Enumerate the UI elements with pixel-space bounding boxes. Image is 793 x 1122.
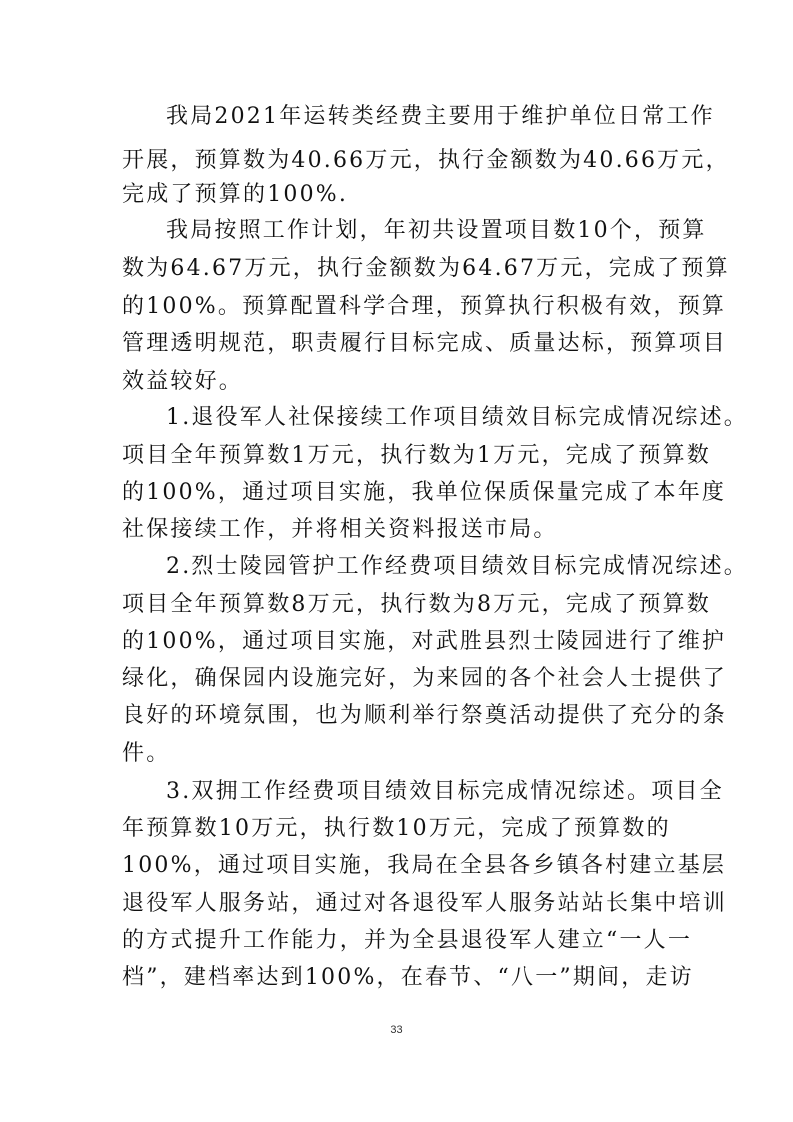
paragraph-3-line-2: 项目全年预算数1万元，执行数为1万元，完成了预算数 bbox=[122, 443, 711, 468]
paragraph-2-line-1: 我局按照工作计划，年初共设置项目数10个，预算 bbox=[166, 218, 707, 243]
paragraph-2-line-4: 管理透明规范，职责履行目标完成、质量达标，预算项目 bbox=[122, 331, 728, 356]
paragraph-1-line-2: 开展，预算数为40.66万元，执行金额数为40.66万元， bbox=[122, 148, 730, 173]
paragraph-4-line-4: 绿化，确保园内设施完好，为来园的各个社会人士提供了 bbox=[122, 666, 728, 691]
paragraph-3-line-3: 的100%，通过项目实施，我单位保质保量完成了本年度 bbox=[122, 480, 727, 505]
paragraph-5-line-1: 3.双拥工作经费项目绩效目标完成情况综述。项目全 bbox=[166, 779, 724, 804]
paragraph-1-line-1: 我局2021年运转类经费主要用于维护单位日常工作 bbox=[166, 104, 715, 129]
paragraph-1-line-3: 完成了预算的100%. bbox=[122, 182, 349, 207]
paragraph-5-line-4: 退役军人服务站，通过对各退役军人服务站站长集中培训 bbox=[122, 891, 728, 916]
paragraph-3-line-4: 社保接续工作，并将相关资料报送市局。 bbox=[122, 517, 558, 542]
paragraph-4-line-1: 2.烈士陵园管护工作经费项目绩效目标完成情况综述。 bbox=[166, 554, 748, 579]
paragraph-5-line-3: 100%，通过项目实施，我局在全县各乡镇各村建立基层 bbox=[122, 853, 727, 878]
paragraph-4-line-5: 良好的环境氛围，也为顺利举行祭奠活动提供了充分的条 bbox=[122, 703, 728, 728]
paragraph-4-line-2: 项目全年预算数8万元，执行数为8万元，完成了预算数 bbox=[122, 592, 711, 617]
page-number: 33 bbox=[390, 1024, 403, 1036]
paragraph-3-line-1: 1.退役军人社保接续工作项目绩效目标完成情况综述。 bbox=[166, 405, 748, 430]
paragraph-4-line-6: 件。 bbox=[122, 741, 171, 766]
paragraph-5-line-5: 的方式提升工作能力，并为全县退役军人建立“一人一 bbox=[122, 928, 693, 953]
paragraph-5-line-2: 年预算数10万元，执行数10万元，完成了预算数的 bbox=[122, 816, 671, 841]
paragraph-4-line-3: 的100%，通过项目实施，对武胜县烈士陵园进行了维护 bbox=[122, 629, 727, 654]
paragraph-2-line-3: 的100%。预算配置科学合理，预算执行积极有效，预算 bbox=[122, 294, 727, 319]
paragraph-2-line-5: 效益较好。 bbox=[122, 369, 244, 394]
paragraph-5-line-6: 档”，建档率达到100%，在春节、“八一”期间，走访 bbox=[122, 965, 694, 990]
paragraph-2-line-2: 数为64.67万元，执行金额数为64.67万元，完成了预算 bbox=[122, 256, 730, 281]
